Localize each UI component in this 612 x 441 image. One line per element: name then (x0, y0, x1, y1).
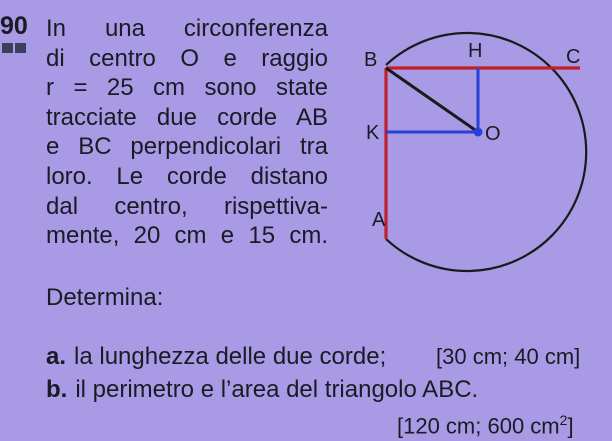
answer-b-exponent: 2 (559, 412, 568, 428)
answer-b-text: [120 cm; 600 cm (397, 413, 560, 439)
item-text: la lunghezza delle due corde; (74, 343, 387, 370)
label-c: C (566, 46, 581, 68)
center-point-o (474, 128, 483, 137)
problem-line: e BC perpendicolari tra (46, 133, 328, 161)
item-text: il perimetro e l’area del triangolo ABC. (75, 376, 479, 403)
problem-line: di centro O e raggio (46, 44, 328, 72)
segment-bo (386, 68, 478, 132)
label-k: K (366, 122, 380, 144)
label-o: O (485, 123, 501, 145)
label-h: H (468, 40, 483, 62)
label-b: B (364, 49, 378, 71)
problem-line: r = 25 cm sono state (46, 74, 328, 102)
answer-a: [30 cm; 40 cm] (436, 344, 581, 369)
determine-prompt: Determina: (46, 284, 164, 311)
item-marker: a. (46, 343, 67, 370)
answer-b-close: ] (567, 413, 574, 439)
label-a: A (372, 209, 386, 231)
problem-line: tracciate due corde AB (46, 103, 328, 131)
item-marker: b. (46, 376, 68, 403)
problem-line: loro. Le corde distano (46, 162, 328, 190)
problem-number: 90 (0, 12, 28, 40)
problem-line: In una circonferenza (46, 15, 328, 42)
problem-line: dal centro, rispettiva- (46, 192, 328, 220)
problem-line: mente, 20 cm e 15 cm. (46, 222, 328, 250)
